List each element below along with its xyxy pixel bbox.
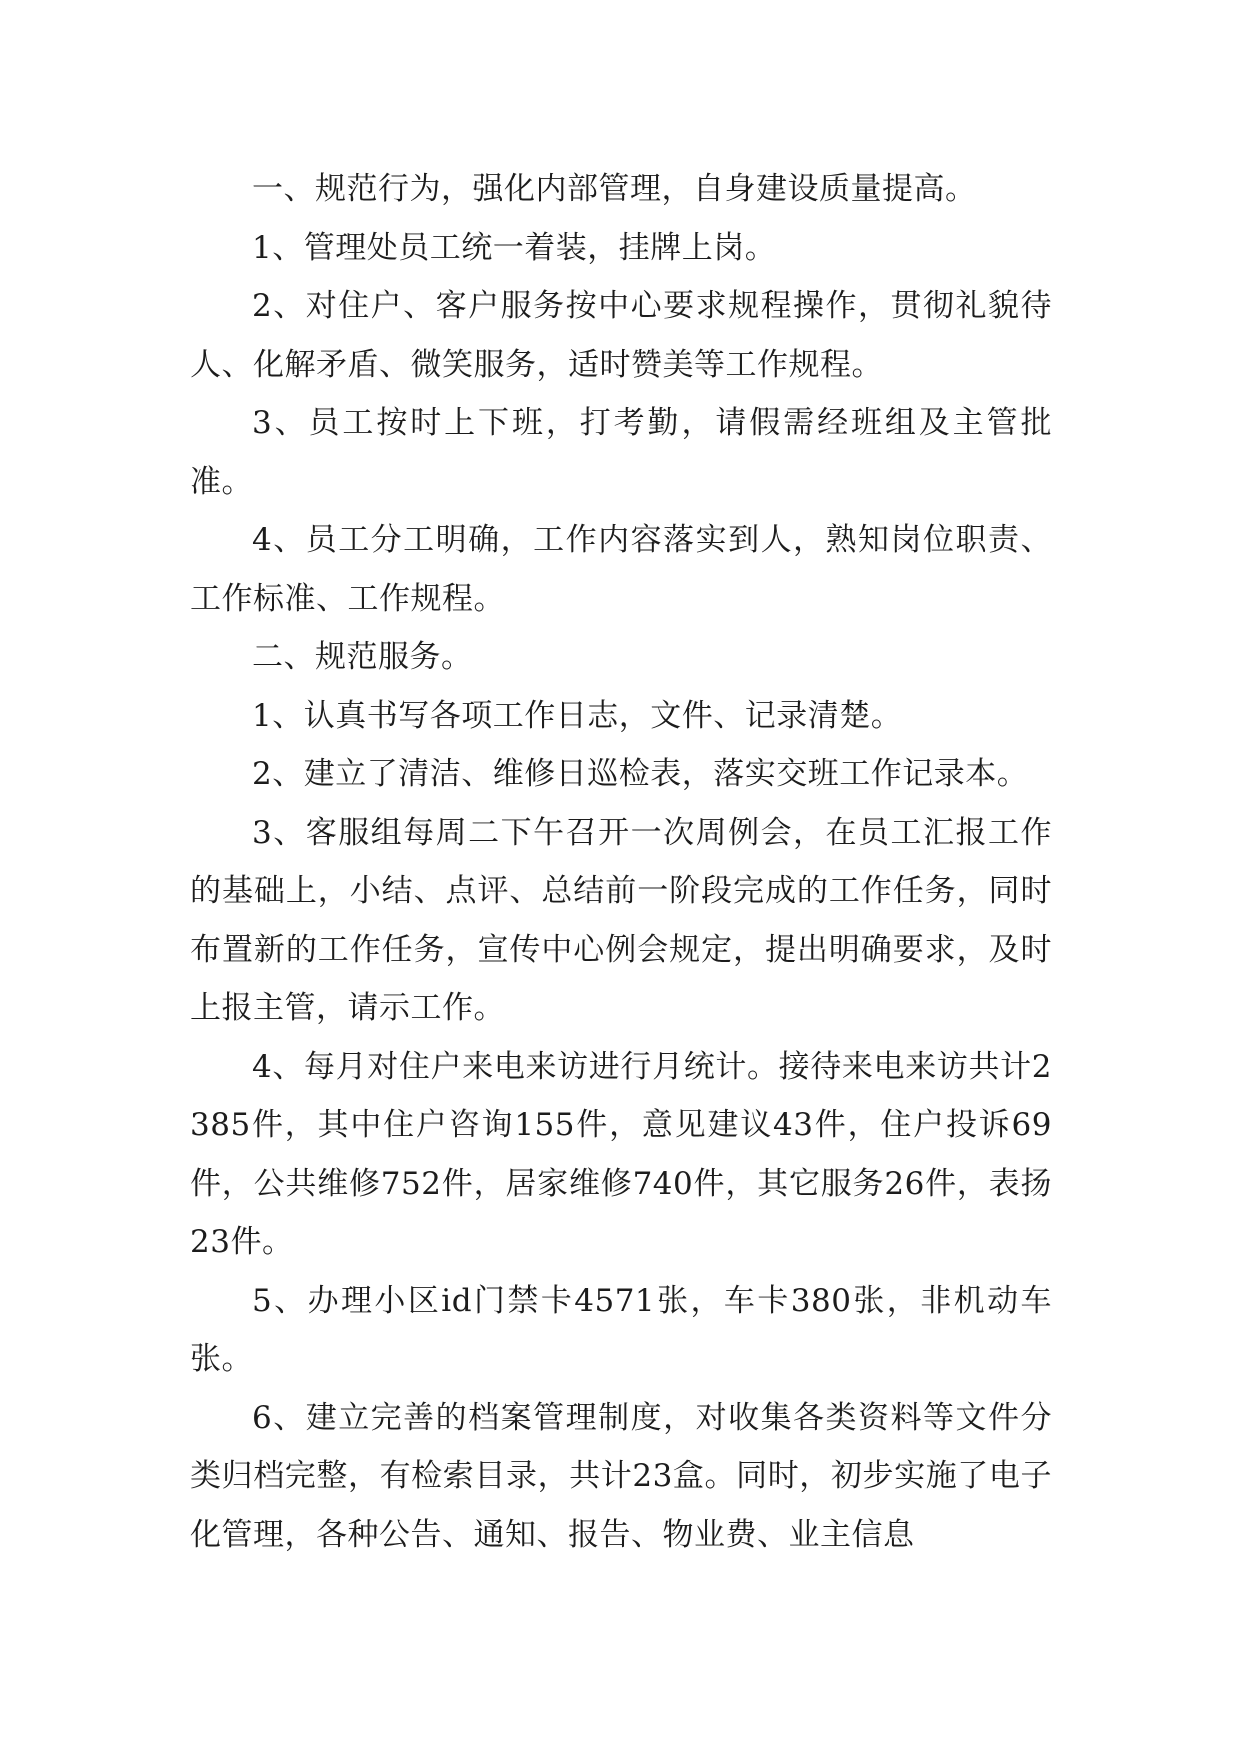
paragraph: 1、管理处员工统一着装，挂牌上岗。	[252, 229, 777, 266]
document-body	[190, 160, 1052, 1564]
paragraph: 2、建立了清洁、维修日巡检表，落实交班工作记录本。	[252, 756, 1029, 792]
paragraph: 1、认真书写各项工作日志，文件、记录清楚。	[252, 697, 903, 734]
paragraph: 2、对住户、客户服务按中心要求规程操作，贯彻礼貌待人、化解矛盾、微笑服务，适时赞美等工作规程。	[190, 288, 1052, 383]
section-heading-2: 二、规范服务。	[252, 639, 473, 675]
paragraph: 3、员工按时上下班，打考勤，请假需经班组及主管批准。	[190, 405, 1052, 500]
paragraph: 3、客服组每周二下午召开一次周例会，在员工汇报工作的基础上，小结、点评、总结前一阶段完成的工作任务，同时布置新的工作任务，宣传中心例会规定，提出明确要求，及时上报主管，请示工作。	[190, 814, 1052, 1026]
paragraph: 4、每月对住户来电来访进行月统计。接待来电来访共计2385件，其中住户咨询155件，意见建议43件，住户投诉69件，公共维修752件，居家维修740件，其它服务26件，表扬23件。	[190, 1048, 1052, 1260]
paragraph: 4、员工分工明确，工作内容落实到人，熟知岗位职责、工作标准、工作规程。	[190, 522, 1052, 617]
section-heading-1: 一、规范行为，强化内部管理，自身建设质量提高。	[252, 171, 977, 207]
paragraph: 6、建立完善的档案管理制度，对收集各类资料等文件分类归档完整，有检索目录，共计23盒。同时，初步实施了电子化管理，各种公告、通知、报告、物业费、业主信息	[190, 1399, 1052, 1553]
paragraph: 5、办理小区id门禁卡4571张，车卡380张，非机动车张。	[190, 1282, 1052, 1377]
